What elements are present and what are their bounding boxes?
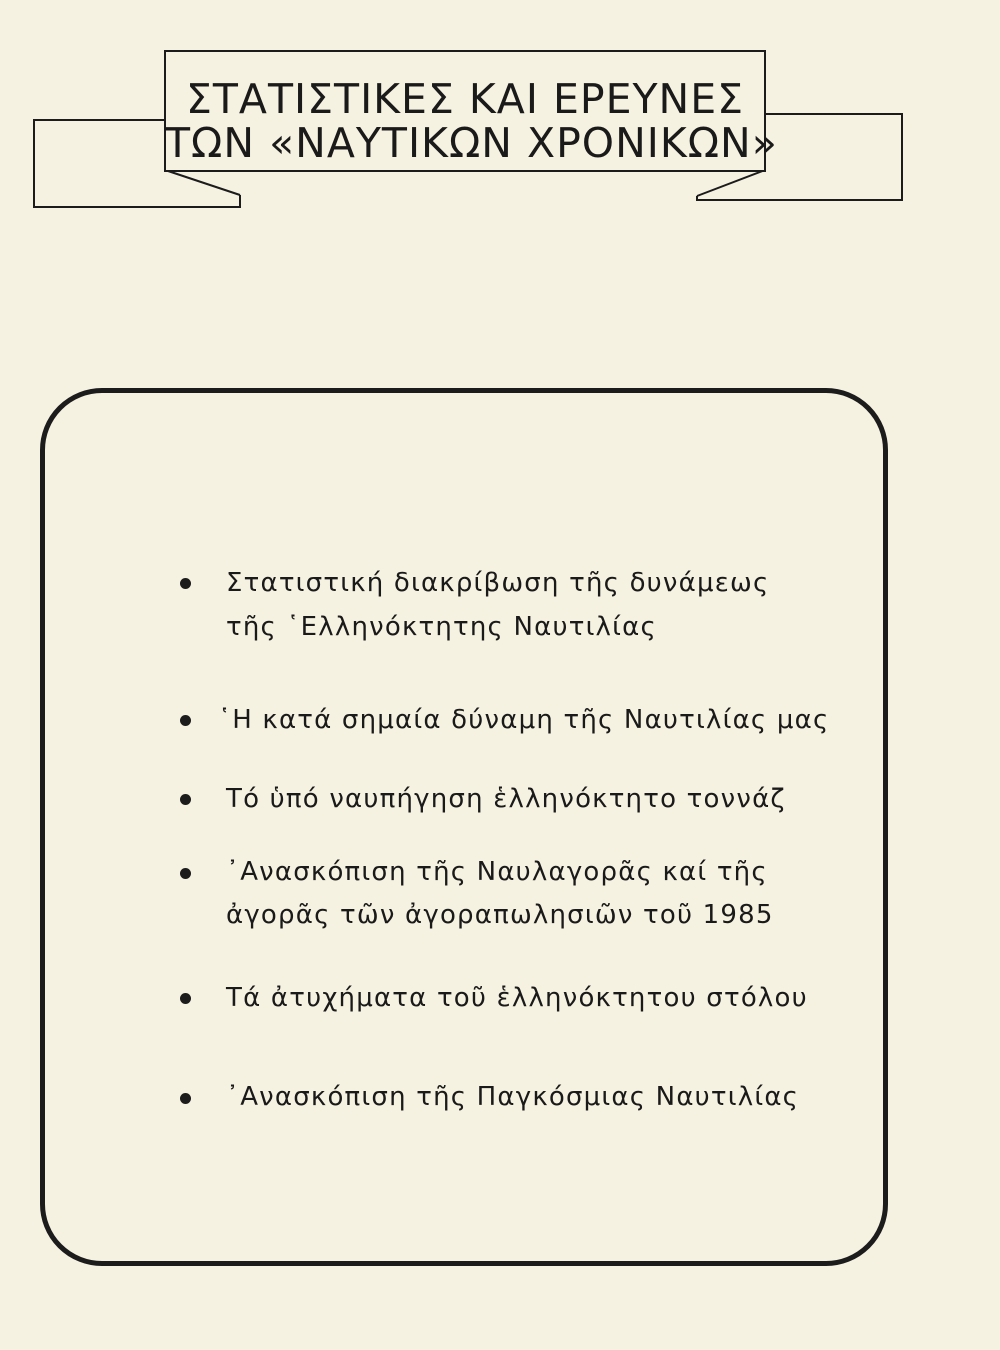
banner-right-fold	[697, 170, 765, 196]
list-item-line: ἀγορᾶς τῶν ἀγοραπωλησιῶν τοῦ 1985	[226, 900, 774, 930]
list-item-line: ᾿Ανασκόπιση τῆς Ναυλαγορᾶς καί τῆς	[226, 857, 768, 887]
list-item-line: ῾Η κατά σημαία δύναμη τῆς Ναυτιλίας μας	[218, 705, 830, 735]
banner-left-fold	[165, 170, 240, 195]
contents-box	[40, 388, 888, 1266]
list-item-line: Τά ἀτυχήματα τοῦ ἑλληνόκτητου στόλου	[226, 983, 808, 1013]
list-item-line: Στατιστική διακρίβωση τῆς δυνάμεως	[226, 568, 770, 598]
banner-title-line-1: ΣΤΑΤΙΣΤΙΚΕΣ ΚΑΙ ΕΡΕΥΝΕΣ	[185, 75, 745, 123]
bullet-icon	[180, 868, 191, 879]
list-item-line: ᾿Ανασκόπιση τῆς Παγκόσμιας Ναυτιλίας	[226, 1082, 800, 1112]
list-item-line: τῆς ῾Ελληνόκτητης Ναυτιλίας	[226, 612, 657, 642]
bullet-icon	[180, 578, 191, 589]
bullet-icon	[180, 993, 191, 1004]
bullet-icon	[180, 794, 191, 805]
bullet-icon	[180, 1093, 191, 1104]
banner-title-line-2: ΤΩΝ «ΝΑΥΤΙΚΩΝ ΧΡΟΝΙΚΩΝ»	[165, 119, 778, 167]
bullet-icon	[180, 715, 191, 726]
list-item-line: Τό ὑπό ναυπήγηση ἑλληνόκτητο τοννάζ	[226, 784, 786, 814]
